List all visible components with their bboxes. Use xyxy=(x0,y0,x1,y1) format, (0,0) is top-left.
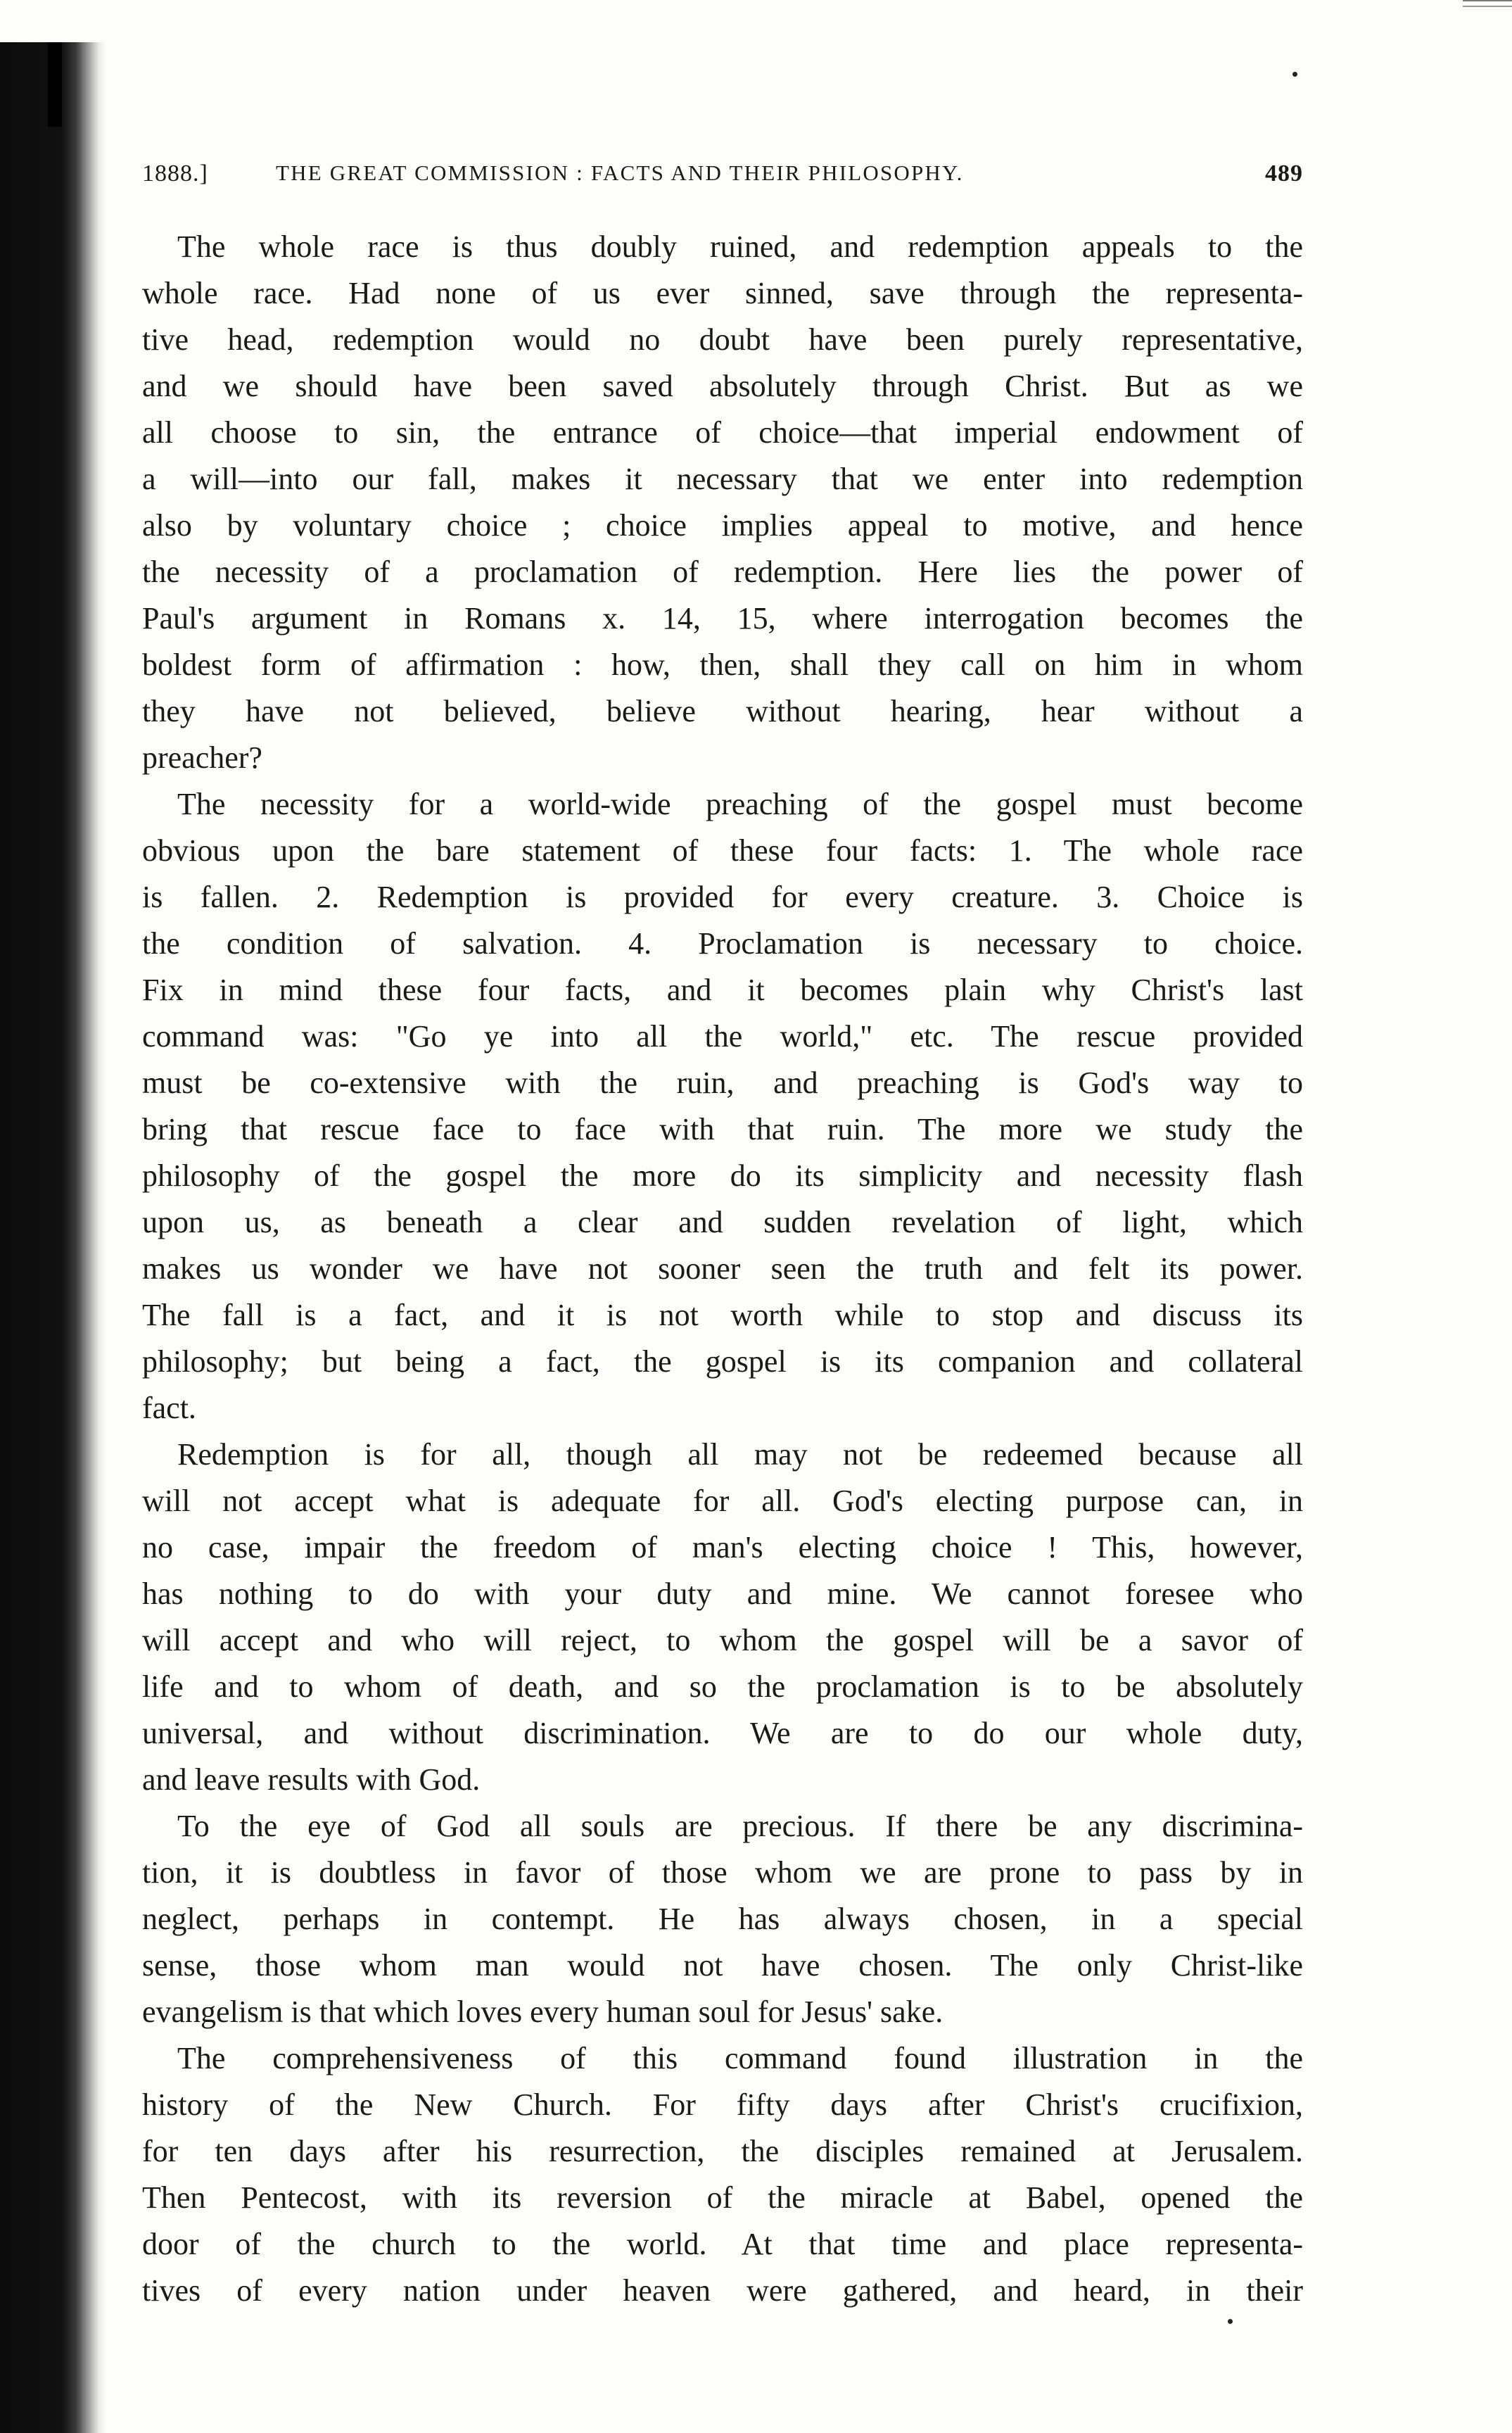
ink-speck xyxy=(1292,72,1297,77)
text-line: the necessity of a proclamation of redemption. Here lies the power of xyxy=(142,555,1303,589)
text-line: Redemption is for all, though all may not be redeemed because all xyxy=(177,1437,1303,1472)
body-text xyxy=(142,224,1303,2314)
text-line: Fix in mind these four facts, and it becomes plain why Christ's last xyxy=(142,973,1303,1007)
header-title: THE GREAT COMMISSION : FACTS AND THEIR PHILOSOPHY. xyxy=(276,160,964,185)
text-line: bring that rescue face to face with that ruin. The more we study the xyxy=(142,1112,1303,1146)
running-header xyxy=(142,160,1303,203)
text-line: Paul's argument in Romans x. 14, 15, where interrogation becomes the xyxy=(142,601,1303,636)
text-line: tive head, redemption would no doubt have been purely representative, xyxy=(142,322,1303,357)
text-line: history of the New Church. For fifty days after Christ's crucifixion, xyxy=(142,2087,1303,2122)
binding-edge xyxy=(0,42,106,2433)
text-line: will accept and who will reject, to whom the gospel will be a savor of xyxy=(142,1623,1303,1657)
text-line: all choose to sin, the entrance of choice—that imperial endowment of xyxy=(142,415,1303,450)
text-line: upon us, as beneath a clear and sudden revelation of light, which xyxy=(142,1205,1303,1239)
text-line: they have not believed, believe without hearing, hear without a xyxy=(142,694,1303,728)
text-line: command was: "Go ye into all the world," etc. The rescue provided xyxy=(142,1019,1303,1054)
text-line: is fallen. 2. Redemption is provided for every creature. 3. Choice is xyxy=(142,880,1303,914)
text-line: a will—into our fall, makes it necessary that we enter into redemption xyxy=(142,462,1303,496)
text-line: evangelism is that which loves every human soul for Jesus' sake. xyxy=(142,1995,944,2029)
text-line: universal, and without discrimination. We are to do our whole duty, xyxy=(142,1716,1303,1750)
corner-mark xyxy=(1463,0,1512,7)
text-line: To the eye of God all souls are precious. If there be any discrimina- xyxy=(177,1809,1303,1843)
text-line: boldest form of affirmation : how, then, shall they call on him in whom xyxy=(142,647,1303,682)
text-line: must be co-extensive with the ruin, and preaching is God's way to xyxy=(142,1066,1303,1100)
text-line: The comprehensiveness of this command found illustration in the xyxy=(177,2041,1303,2075)
text-line: the condition of salvation. 4. Proclamation is necessary to choice. xyxy=(142,926,1303,961)
text-line: sense, those whom man would not have chosen. The only Christ-like xyxy=(142,1948,1303,1983)
text-line: philosophy of the gospel the more do its simplicity and necessity flash xyxy=(142,1158,1303,1193)
text-line: fact. xyxy=(142,1391,196,1425)
text-line: for ten days after his resurrection, the disciples remained at Jerusalem. xyxy=(142,2134,1303,2168)
text-line: tion, it is doubtless in favor of those whom we are prone to pass by in xyxy=(142,1855,1303,1890)
page-number: 489 xyxy=(1265,160,1303,187)
ink-speck xyxy=(1228,2319,1233,2324)
text-line: The necessity for a world-wide preaching of the gospel must become xyxy=(177,787,1303,821)
text-line: preacher? xyxy=(142,740,262,775)
text-line: also by voluntary choice ; choice implies appeal to motive, and hence xyxy=(142,508,1303,543)
text-line: has nothing to do with your duty and mine. We cannot foresee who xyxy=(142,1576,1303,1611)
text-line: whole race. Had none of us ever sinned, save through the representa- xyxy=(142,276,1303,310)
text-line: door of the church to the world. At that time and place representa- xyxy=(142,2227,1303,2261)
text-line: philosophy; but being a fact, the gospel is its companion and collateral xyxy=(142,1344,1303,1379)
text-line: The fall is a fact, and it is not worth while to stop and discuss its xyxy=(142,1298,1303,1332)
header-year: 1888.] xyxy=(142,160,208,187)
text-line: and leave results with God. xyxy=(142,1762,481,1797)
text-line: Then Pentecost, with its reversion of the miracle at Babel, opened the xyxy=(142,2180,1303,2215)
binding-shadow xyxy=(48,42,62,127)
text-line: tives of every nation under heaven were gathered, and heard, in their xyxy=(142,2273,1303,2308)
text-line: obvious upon the bare statement of these four facts: 1. The whole race xyxy=(142,833,1303,868)
text-line: will not accept what is adequate for all. God's electing purpose can, in xyxy=(142,1484,1303,1518)
text-line: life and to whom of death, and so the proclamation is to be absolutely xyxy=(142,1669,1303,1704)
text-line: and we should have been saved absolutely through Christ. But as we xyxy=(142,369,1303,403)
text-line: makes us wonder we have not sooner seen the truth and felt its power. xyxy=(142,1251,1303,1286)
text-line: neglect, perhaps in contempt. He has always chosen, in a special xyxy=(142,1902,1303,1936)
text-line: no case, impair the freedom of man's electing choice ! This, however, xyxy=(142,1530,1303,1565)
text-line: The whole race is thus doubly ruined, and redemption appeals to the xyxy=(177,229,1303,264)
